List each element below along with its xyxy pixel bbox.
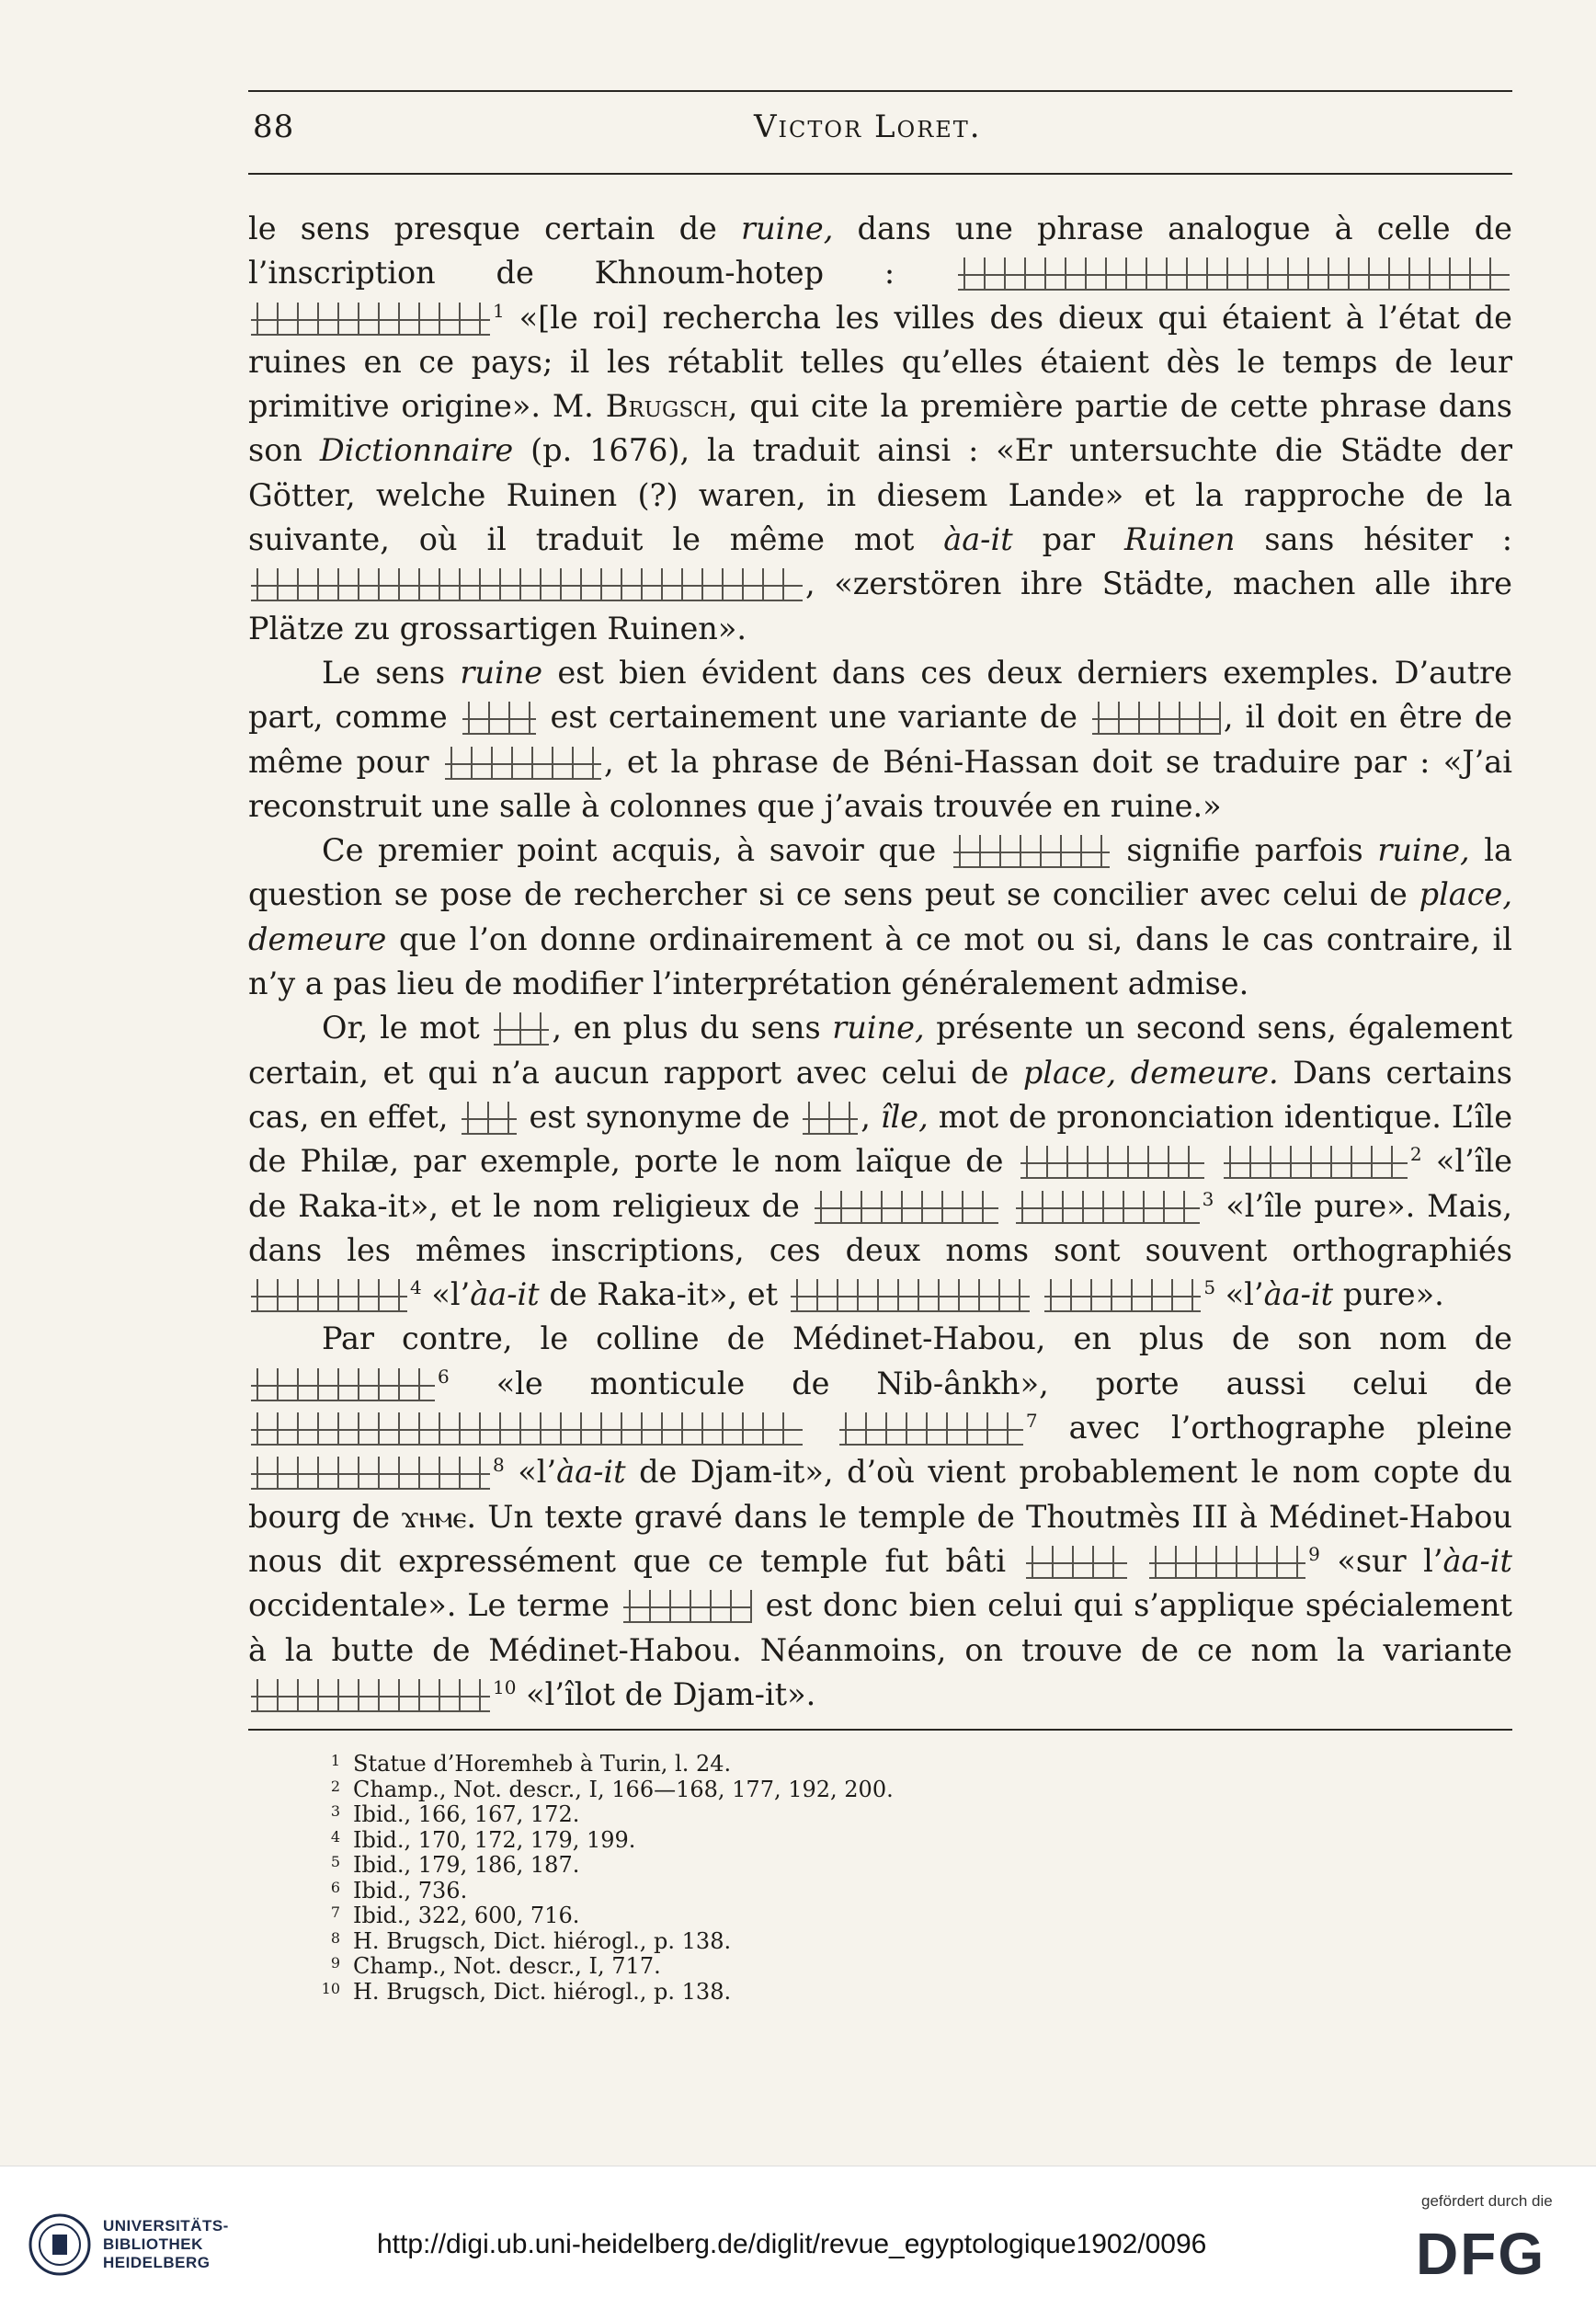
hieroglyph-group [1026, 1546, 1127, 1579]
footnote: 10 H. Brugsch, Dict. hiérogl., p. 138. [321, 1978, 732, 2005]
hieroglyph-group [1016, 1191, 1200, 1224]
hieroglyph-group [958, 257, 1510, 291]
paragraph-3: Ce premier point acquis, à savoir que signifie parfois ruine, la question se pose de rechercher si ce sens peut se concilier avec celui de place, demeure que l’on donne ordinairement à ce mot ou si, dans le cas contraire, il n’y a pas lieu de modifier l’interprétation généralement admise. [248, 832, 1512, 1002]
footnote: 4 Ibid., 170, 172, 179, 199. [330, 1826, 636, 1853]
hieroglyph-group [1020, 1146, 1204, 1179]
footnote: 3 Ibid., 166, 167, 172. [330, 1801, 580, 1827]
hieroglyph-group [1149, 1546, 1305, 1579]
footnote: 5 Ibid., 179, 186, 187. [330, 1852, 580, 1878]
hieroglyph-group [839, 1412, 1023, 1446]
hieroglyph-group [251, 1412, 803, 1446]
hieroglyph-group [462, 702, 536, 735]
hieroglyph-group [623, 1590, 752, 1623]
funding-note: gefördert durch die [1421, 2192, 1553, 2210]
hieroglyph-group [494, 1012, 549, 1046]
hieroglyph-group [1224, 1146, 1408, 1179]
hieroglyph-group [445, 747, 601, 780]
source-url-link[interactable]: http://digi.ub.uni-heidelberg.de/diglit/revue_egyptologique1902/0096 [377, 2229, 1207, 2259]
header-rule [248, 173, 1512, 175]
page-number: 88 [253, 109, 295, 145]
hieroglyph-group [251, 1279, 407, 1312]
footnote: 8 H. Brugsch, Dict. hiérogl., p. 138. [330, 1927, 732, 1954]
footnote: 2 Champ., Not. descr., I, 166—168, 177, 192, 200. [330, 1776, 894, 1802]
footnote: 7 Ibid., 322, 600, 716. [330, 1903, 580, 1928]
hieroglyph-group [462, 1102, 517, 1135]
footnotes [299, 1752, 1402, 2005]
footnote-rule [248, 1729, 1512, 1731]
footer-bar [0, 2166, 1596, 2309]
library-name: UNIVERSITÄTS- BIBLIOTHEK HEIDELBERG [103, 2217, 229, 2271]
hieroglyph-group [953, 835, 1110, 868]
university-seal-icon [28, 2212, 92, 2277]
paragraph-4: Or, le mot , en plus du sens ruine, présente un second sens, également certain, et qui n’a aucun rapport avec celui de place, demeure. Dans certains cas, en effet, est synonyme de , île, mot de prononciation identique. L’île de Philæ, par exemple, porte le nom laïque de $^2$ «l’île de Raka-it», et le nom religieux de $^3$ «l’île pure». Mais, dans les mêmes inscriptions, ces deux noms sont souvent orthographiés $^4$ «l’àa-it de Raka-it», et $^5$ «l’àa-it pure». [248, 1010, 1513, 1313]
dfg-logo: DFG [1416, 2221, 1546, 2287]
hieroglyph-group [251, 1368, 435, 1401]
hieroglyph-group [251, 303, 490, 336]
hieroglyph-group [251, 1679, 490, 1712]
footnote: 1 Statue d’Horemheb à Turin, l. 24. [330, 1751, 732, 1777]
hieroglyph-group [1092, 702, 1221, 735]
body-text [248, 207, 1512, 1717]
paragraph-5: Par contre, le colline de Médinet-Habou, en plus de son nom de $^6$ «le monticule de Nib-ânkh», porte aussi celui de $^7$ avec l’orthographe pleine $^8$ «l’àa-it de Djam-it», d’où vient probablement le nom copte du bourg de ϫⲏⲙⲉ. Un texte gravé dans le temple de Thoutmès III à Médinet-Habou nous dit expressément que ce temple fut bâti $^9$ «sur l’àa-it occidentale». Le terme est donc bien celui qui s’applique spécialement à la butte de Médinet-Habou. Néanmoins, on trouve de ce nom la variante $^{10}$ «l’îlot de Djam-it». [248, 1320, 1513, 1712]
paragraph-2: Le sens ruine est bien évident dans ces deux derniers exemples. D’autre part, comme est certainement une variante de , il doit en être de même pour , et la phrase de Béni-Hassan doit se traduire par : «J’ai reconstruit une salle à colonnes que j’avais trouvée en ruine.» [248, 654, 1513, 824]
footnote: 9 Champ., Not. descr., I, 717. [330, 1953, 661, 1979]
footnote: 6 Ibid., 736. [330, 1877, 468, 1903]
hieroglyph-group [1044, 1279, 1201, 1312]
running-title: Victor Loret. [754, 109, 982, 145]
hieroglyph-group [251, 568, 803, 601]
hieroglyph-group [251, 1457, 490, 1490]
top-rule [248, 90, 1512, 92]
hieroglyph-group [791, 1279, 1030, 1312]
paragraph-1: le sens presque certain de ruine, dans une phrase analogue à celle de l’inscription de Khnoum-hotep : $^1$ «[le roi] rechercha les villes des dieux qui étaient à l’état de ruines en ce pays; il les rétablit telles qu’elles étaient dès le temps de leur primitive origine». M. Brugsch, qui cite la première partie de cette phrase dans son Dictionnaire (p. 1676), la traduit ainsi : «Er untersuchte die Städte der Götter, welche Ruinen (?) waren, in diesem Lande» et la rapproche de la suivante, où il traduit le même mot àa-it par Ruinen sans hésiter : , «zerstören ihre Städte, machen alle ihre Plätze zu grossartigen Ruinen». [248, 211, 1513, 646]
hieroglyph-group [803, 1102, 858, 1135]
hieroglyph-group [815, 1191, 998, 1224]
